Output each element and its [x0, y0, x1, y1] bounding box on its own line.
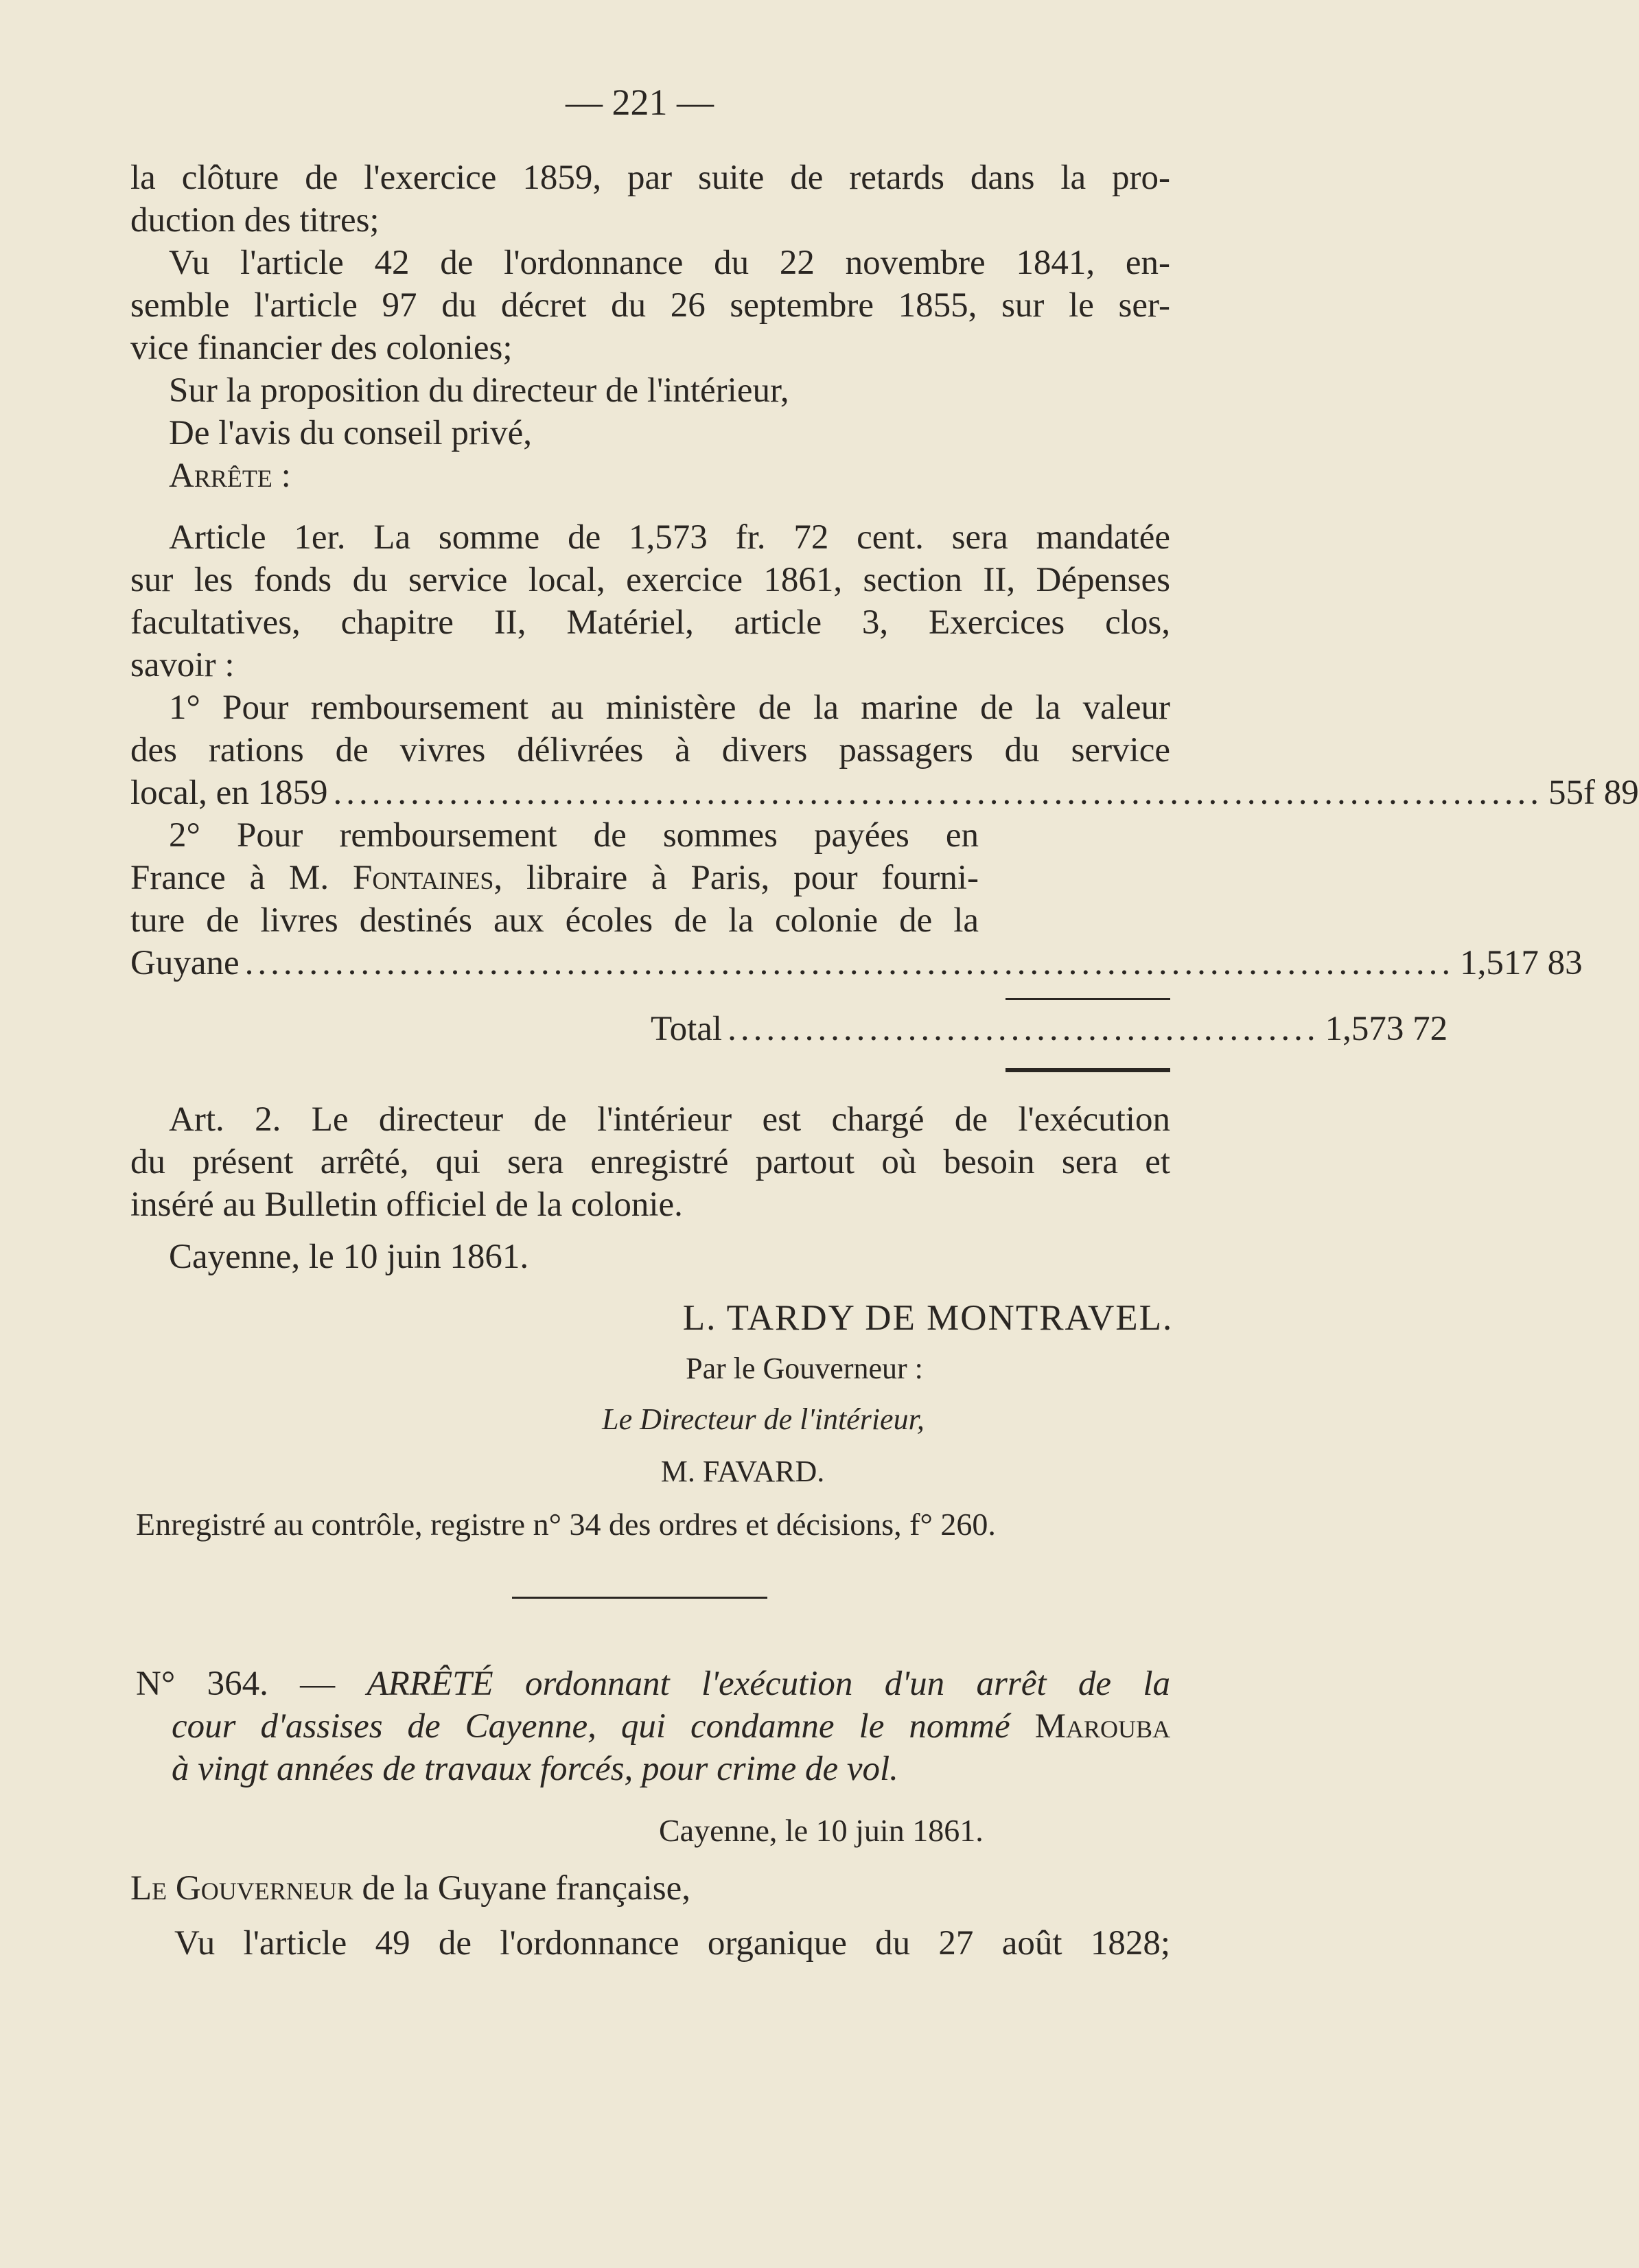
director-title: Le Directeur de l'intérieur,	[602, 1402, 925, 1436]
text-line: Art. 2. Le directeur de l'intérieur est chargé de l'exécution	[169, 1100, 1170, 1139]
item-2-label: Guyane	[130, 944, 240, 982]
heading-line: N° 364. — ARRÊTÉ ordonnant l'exécution d'un arrêt de la	[136, 1665, 1170, 1703]
item-2-amount: 1,517 83	[1460, 944, 1583, 982]
heading-line: cour d'assises de Cayenne, qui condamne le nommé Marouba	[172, 1707, 1170, 1746]
text-line: Le Gouverneur de la Guyane française,	[130, 1869, 691, 1908]
signatory: L. TARDY DE MONTRAVEL.	[682, 1298, 1174, 1338]
total-row	[651, 1008, 1448, 1050]
page-number: — 221 —	[566, 82, 714, 123]
item-2-row	[130, 942, 1583, 984]
item-1-amount: 55f 89	[1548, 774, 1639, 812]
text-line: Article 1er. La somme de 1,573 fr. 72 cent. sera mandatée	[169, 518, 1170, 557]
arrete-heading: Arrête :	[169, 456, 291, 495]
text-line: France à M. Fontaines, libraire à Paris, pour fourni-	[130, 859, 979, 897]
leader-dots: ..............................................................................................	[244, 944, 1455, 982]
total-amount: 1,573 72	[1325, 1010, 1448, 1048]
heading-line: à vingt années de travaux forcés, pour crime de vol.	[172, 1750, 898, 1788]
countersignatory: M. FAVARD.	[660, 1455, 825, 1488]
text-line: Vu l'article 42 de l'ordonnance du 22 novembre 1841, en-	[169, 244, 1170, 282]
place-date: Cayenne, le 10 juin 1861.	[169, 1238, 529, 1276]
item-1-label: local, en 1859	[130, 774, 328, 812]
name-marouba: Marouba	[1034, 1707, 1170, 1746]
arrete-title: ARRÊTÉ ordonnant l'exécution d'un arrêt de la	[367, 1665, 1170, 1703]
sum-rule	[1006, 998, 1170, 1000]
text-line: Sur la proposition du directeur de l'intérieur,	[169, 371, 789, 410]
text-line: 2° Pour remboursement de sommes payées en	[169, 816, 979, 855]
leader-dots: ..............................................................................................	[333, 774, 1543, 812]
leader-dots: ..............................................	[728, 1010, 1320, 1048]
text-line: semble l'article 97 du décret du 26 septembre 1855, sur le ser-	[130, 286, 1170, 325]
text-line: duction des titres;	[130, 201, 380, 240]
text-line: du présent arrêté, qui sera enregistré partout où besoin sera et	[130, 1143, 1170, 1181]
total-label: Total	[651, 1010, 723, 1048]
text-line: inséré au Bulletin officiel de la colonie.	[130, 1185, 683, 1224]
text-line: 1° Pour remboursement au ministère de la marine de la valeur	[169, 688, 1170, 727]
text-line: ture de livres destinés aux écoles de la colonie de la	[130, 901, 979, 940]
total-double-rule	[1006, 1068, 1170, 1072]
text-line: sur les fonds du service local, exercice 1861, section II, Dépenses	[130, 561, 1170, 599]
le-gouverneur: Le Gouverneur	[130, 1869, 353, 1908]
item-1-row	[130, 772, 1639, 814]
text-line: la clôture de l'exercice 1859, par suite de retards dans la pro-	[130, 159, 1170, 197]
text-line: facultatives, chapitre II, Matériel, article 3, Exercices clos,	[130, 603, 1170, 642]
text-line: savoir :	[130, 646, 235, 684]
arrete-date: Cayenne, le 10 juin 1861.	[659, 1813, 984, 1848]
section-divider	[512, 1597, 767, 1599]
text-line: vice financier des colonies;	[130, 329, 513, 367]
par-le-gouverneur: Par le Gouverneur :	[686, 1352, 923, 1385]
text-line: Vu l'article 49 de l'ordonnance organique du 27 août 1828;	[174, 1924, 1170, 1963]
name-fontaines: Fontaines	[352, 859, 494, 897]
text-line: De l'avis du conseil privé,	[169, 414, 532, 452]
text-line: des rations de vivres délivrées à divers passagers du service	[130, 731, 1170, 769]
registration-note: Enregistré au contrôle, registre n° 34 des ordres et décisions, f° 260.	[136, 1507, 996, 1542]
